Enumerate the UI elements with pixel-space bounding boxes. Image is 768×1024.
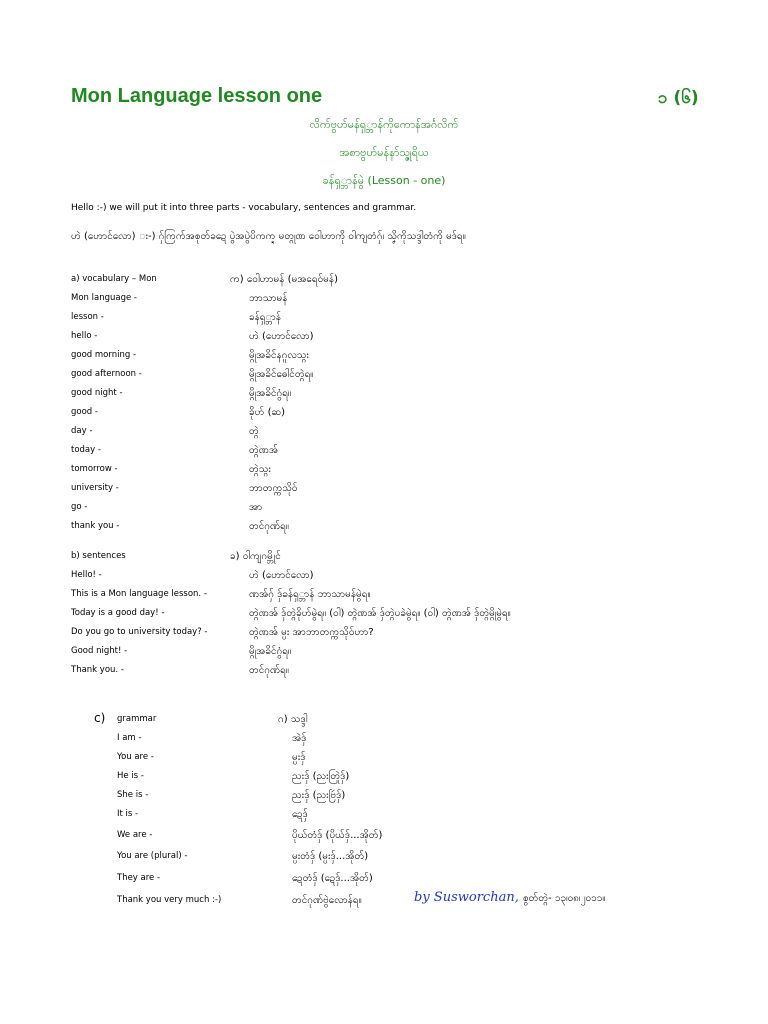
vocabulary-item-translation: တ္ဂဲဏအ် [249,445,278,456]
vocabulary-item-translation: တ္ဂဲသ္ဂး [249,464,271,475]
vocabulary-item-term: day - [71,426,93,436]
sentence-item-term: Do you go to university today? - [71,627,208,637]
grammar-item-translation: မ္ပးတံဒှ် (မ္ပးဒှ်...အိုတ်) [292,851,369,862]
vocabulary-item-term: tomorrow - [71,464,118,474]
vocabulary-header-mon: က) ဝေါဟာမန် (မအရေဝ်မန်) [230,274,338,285]
signature-date: စွတ်တ္ဂဲ- ၁၃၊၀၈၊၂၀၁၁။ [522,893,606,904]
vocabulary-item-term: good afternoon - [71,369,142,379]
vocabulary-item-term: lesson - [71,312,104,322]
vocabulary-item-term: hello - [71,331,98,341]
sentence-item-term: Hello! - [71,570,102,580]
vocabulary-item-translation: မ္ဂိုအခိင်ဂွံရ။ [249,388,291,399]
vocabulary-item-translation: ခိုဟ် (ဆ) [249,407,286,418]
vocabulary-item-translation: ဘာတက္ကသိုဝ် [249,483,298,494]
vocabulary-item-term: thank you - [71,521,120,531]
sentences-header-mon: ခ) ဝါကျဂမ္ဘိုင် [230,551,281,562]
vocabulary-item-translation: ဟဲ (ဟောင်လော) [249,331,314,342]
grammar-item-translation: ညးဒှ် (ညးတြုဲဒှ်) [292,771,350,782]
sentence-item-term: Today is a good day! - [71,608,165,618]
subtitle-2: အစာဗွဟ်မန်နာ်သ္ဇုရိယ [339,146,429,159]
grammar-item-term: We are - [117,830,153,840]
subtitle-1: လိက်ဗွဟ်မန်ရှ္ဘာန်ကိုကောန်အင်္ဂလိက် [309,118,459,131]
sentence-item-translation: ဟဲ (ဟောင်လော) [249,570,314,581]
vocabulary-item-translation: မ္ဂိုအခိင်ဓေါင်တ္ဂဲရ။ [249,369,314,380]
vocabulary-item-translation: ဘာသာမန် [249,293,288,304]
vocabulary-item-translation: အာ [249,502,263,513]
page-number: ၁ (၆) [658,88,699,108]
grammar-header-mon: ဂ) သဒ္ဒါ [278,714,308,725]
grammar-section-letter: c) [94,711,106,725]
sentence-item-term: Thank you. - [71,665,124,675]
vocabulary-item-term: good - [71,407,98,417]
vocabulary-item-term: Mon language - [71,293,137,303]
grammar-item-term: You are - [117,752,154,762]
vocabulary-item-translation: မ္ဂိုအခိင်နဂူလသ္ဂး [249,350,309,361]
sentence-item-translation: မ္ဂိုအခိင်ဂွံရ။ [249,646,291,657]
signature [414,890,605,906]
page-title: Mon Language lesson one [71,85,323,107]
vocabulary-item-translation: ခန်ရှ္ဘာန် [249,312,282,323]
grammar-item-term: She is - [117,790,149,800]
vocabulary-item-term: university - [71,483,119,493]
sentence-item-term: Good night! - [71,646,128,656]
sentence-item-term: This is a Mon language lesson. - [71,589,207,599]
vocabulary-item-term: go - [71,502,88,512]
grammar-item-term: You are (plural) - [117,851,188,861]
grammar-item-translation: ပိုယ်တံဒှ် (ပိုယ်ဒှ်...အိုတ်) [292,830,383,841]
vocabulary-header-en: a) vocabulary – Mon [71,274,157,284]
intro-mon: ဟဲ (ဟောင်လော) း-) ဂှ်ကြက်အစုတ်ခဍေ ပွဲအပွဲပိကက္ဍ မတ္ဂုဏ ဝေါဟာကို ဝါကျတံဂှ်၊ သၞိကိုသဒ္ဒါတံကို မဒ်ရ။ [71,231,466,242]
signature-author: by Susworchan, [414,890,519,905]
grammar-item-translation: အဲဒှ် [292,733,307,744]
grammar-item-translation: မ္ပးဒှ် [292,752,306,763]
sentence-item-translation: တ္ဂဲဏအ် မ္ပး အာဘာတက္ကသိုဝ်ဟာ? [249,627,374,638]
sentence-item-translation: တင်ဂုဏ်ရ။ [249,665,289,676]
vocabulary-item-term: today - [71,445,101,455]
grammar-item-term: It is - [117,809,139,819]
grammar-item-term: He is - [117,771,144,781]
vocabulary-item-translation: တင်ဂုဏ်ရ။ [249,521,289,532]
vocabulary-item-translation: တ္ဂဲ [249,426,259,437]
sentence-item-translation: တ္ဂဲဏအ် ဒှ်တ္ဂဲခိုဟ်မွဲရ။ (ဝါ) တ္ဂဲဏအ် ဒှ်တ္ဂဲပခဲမွဲရ။ (ဝါ) တ္ဂဲဏအ် ဒှ်တ္ဂဲမ္ဂိုမွဲရ။ [249,608,511,619]
grammar-item-translation: ဍေတံဒှ် (ဍေဒှ်...အိုတ်) [292,873,373,884]
vocabulary-item-term: good night - [71,388,123,398]
sentence-item-translation: ဏအ်ဂှ် ဒှ်ခန်ရှ္ဘာန် ဘာသာမန်မွဲရ။ [249,589,371,600]
grammar-header-en: grammar [117,714,157,724]
grammar-item-term: Thank you very much :-) [117,895,222,905]
grammar-item-translation: ညးဒှ် (ညးဗြဴဒှ်) [292,790,346,801]
grammar-item-translation: တင်ဂုဏ်ဗွဲလောန်ရ။ [292,895,362,906]
vocabulary-item-term: good morning - [71,350,137,360]
subtitle-3: ခန်ရှ္ဘာန်မွဲ (Lesson - one) [322,174,446,187]
grammar-item-translation: ဍေဒှ် [292,809,308,820]
grammar-item-term: They are - [117,873,161,883]
sentences-header-en: b) sentences [71,551,126,561]
intro-english: Hello :-) we will put it into three parts - vocabulary, sentences and grammar. [71,203,417,213]
grammar-item-term: I am - [117,733,142,743]
